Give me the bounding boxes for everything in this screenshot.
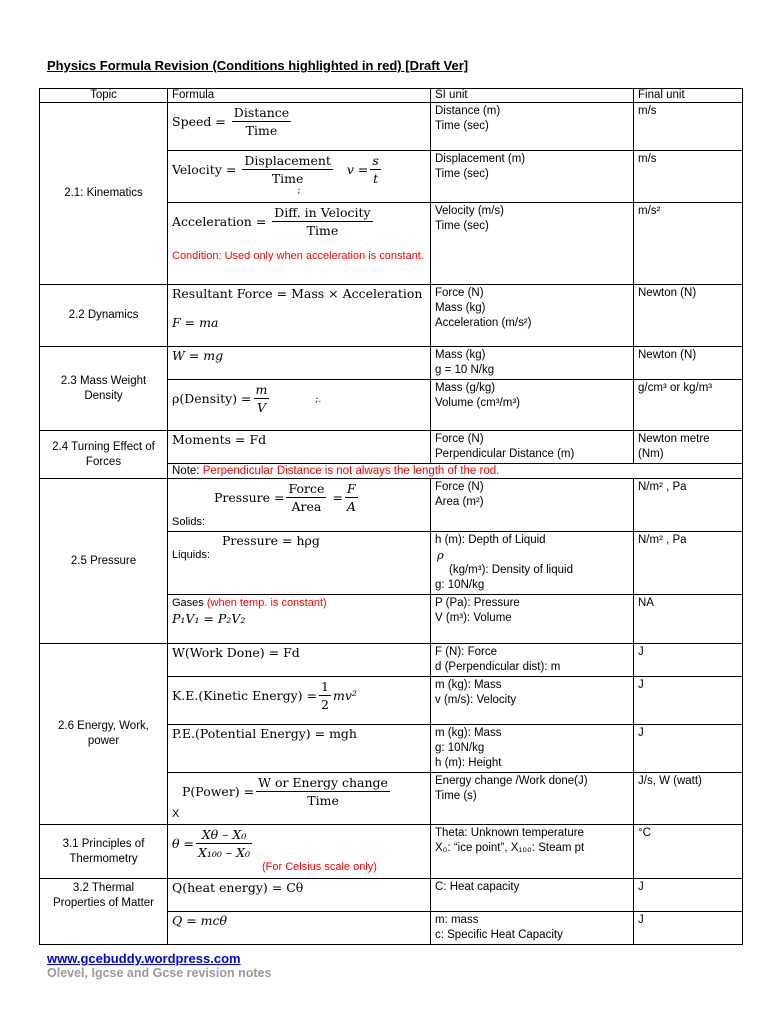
thermometry-si-units	[431, 825, 634, 879]
pressure-solids-formula: Pressure = $\frac{\text{Force}}{\text{Area}}$ = $\frac{F}{A}$ Solids:	[168, 479, 431, 532]
liquids-formula-text: Pressure = hρg	[222, 533, 320, 548]
topic-thermometry: 3.1 Principles of Thermometry	[40, 825, 168, 879]
footer-tagline: Olevel, Igcse and Gcse revision notes	[47, 966, 272, 980]
si-line: m (kg): Mass	[435, 727, 502, 739]
si-line: Area (m²)	[435, 496, 484, 508]
table-row	[40, 825, 743, 879]
si-line: g: 10N/kg	[435, 579, 485, 591]
speed-fraction	[232, 104, 291, 139]
pressure-liquids-final-unit: N/m² , Pa	[634, 532, 743, 595]
dynamics-final-unit: Newton (N)	[634, 285, 743, 347]
thermometry-fraction	[196, 826, 252, 861]
pressure-gases-si-units	[431, 595, 634, 644]
velocity-numerator: Displacement	[244, 153, 331, 168]
pressure-gases-formula	[168, 595, 431, 644]
velocity-mark: ;	[297, 186, 301, 196]
heat-capacity-formula: Q(heat energy) = Cθ	[168, 879, 431, 912]
density-si-units	[431, 380, 634, 431]
si-line: m: mass	[435, 914, 479, 926]
pressure-fa-fraction	[345, 480, 358, 515]
pressure-a: A	[346, 499, 356, 514]
rho-symbol: ρ	[437, 548, 444, 562]
header-formula: Formula	[168, 89, 431, 103]
thermometry-final-unit: °C	[634, 825, 743, 879]
thermometry-condition: (For Celsius scale only)	[262, 861, 377, 873]
si-line: F (N): Force	[435, 646, 497, 658]
density-formula	[168, 380, 431, 431]
si-line: Time (sec)	[435, 220, 489, 232]
dynamics-formula	[168, 285, 431, 347]
power-fraction	[256, 774, 390, 809]
gases-condition: (when temp. is constant)	[206, 597, 327, 609]
si-line: Mass (kg)	[435, 349, 486, 361]
table-header-row	[40, 89, 743, 103]
density-numerator: m	[255, 382, 268, 397]
weight-formula: W = mg	[168, 347, 431, 380]
moments-final-unit	[634, 431, 743, 464]
pressure-f: F	[345, 480, 358, 498]
website-link[interactable]: www.gcebuddy.wordpress.com	[47, 951, 241, 966]
si-line: h (m): Height	[435, 757, 502, 769]
work-si-units	[431, 644, 634, 677]
power-formula	[168, 773, 431, 825]
pressure-gases-final-unit: NA	[634, 595, 743, 644]
ke-final-unit: J	[634, 677, 743, 725]
velocity-fraction	[242, 152, 333, 187]
ke-numerator: 1	[321, 679, 329, 694]
solids-label: Solids:	[172, 516, 206, 528]
acceleration-lhs: Acceleration	[172, 214, 252, 229]
si-line: Perpendicular Distance (m)	[435, 448, 575, 460]
table-row	[40, 431, 743, 464]
gases-label: Gases	[172, 597, 207, 609]
topic-pressure: 2.5 Pressure	[40, 479, 168, 644]
pressure-solids-si-units	[431, 479, 634, 532]
si-line: Mass (g/kg)	[435, 382, 496, 394]
header-final-unit: Final unit	[634, 89, 743, 103]
heat-capacity-final-unit: J	[634, 879, 743, 912]
density-lhs: ρ(Density) =	[172, 391, 252, 406]
power-mark: X	[172, 808, 180, 820]
si-line: Energy change /Work done(J)	[435, 775, 588, 787]
si-line: Force (N)	[435, 287, 484, 299]
si-line: v (m/s): Velocity	[435, 694, 517, 706]
topic-thermal-properties: 3.2 Thermal Properties of Matter	[40, 879, 168, 945]
dynamics-si-units	[431, 285, 634, 347]
si-line: V (m³): Volume	[435, 612, 512, 624]
si-line: Theta: Unknown temperature	[435, 827, 584, 839]
ke-rhs: mv²	[332, 688, 357, 703]
power-final-unit: J/s, W (watt)	[634, 773, 743, 825]
f-ma-formula: F = ma	[172, 315, 219, 330]
density-mark: ;.	[315, 395, 322, 405]
si-line: Time (sec)	[435, 168, 489, 180]
si-line: Acceleration (m/s²)	[435, 317, 532, 329]
kinetic-energy-formula	[168, 677, 431, 725]
si-line: g = 10 N/kg	[435, 364, 495, 376]
si-line: P (Pa): Pressure	[435, 597, 520, 609]
speed-denominator: Time	[245, 123, 278, 138]
ke-si-units	[431, 677, 634, 725]
header-topic: Topic	[40, 89, 168, 103]
acceleration-condition: Condition: Used only when acceleration is constant.	[172, 250, 424, 262]
topic-mass-weight-density: 2.3 Mass Weight Density	[40, 347, 168, 431]
si-line: Force (N)	[435, 433, 484, 445]
gases-formula-text: P₁V₁ = P₂V₂	[172, 611, 246, 626]
topic-kinematics: 2.1: Kinematics	[40, 103, 168, 285]
specific-heat-si-units	[431, 912, 634, 945]
power-numerator: W or Energy change	[258, 775, 388, 790]
pressure-solids-final-unit: N/m² , Pa	[634, 479, 743, 532]
table-row	[40, 285, 743, 347]
turning-note	[168, 464, 743, 479]
si-line: g: 10N/kg	[435, 742, 485, 754]
thermometry-formula	[168, 825, 431, 879]
si-line: Volume (cm³/m³)	[435, 397, 520, 409]
si-line: c: Specific Heat Capacity	[435, 929, 563, 941]
pressure-liquids-formula	[168, 532, 431, 595]
page-title: Physics Formula Revision (Conditions highlighted in red) [Draft Ver]	[47, 58, 469, 73]
speed-numerator: Distance	[233, 105, 290, 120]
density-fraction	[254, 381, 270, 416]
thermometry-denominator: X₁₀₀ – X₀	[197, 845, 251, 860]
si-line: Displacement (m)	[435, 153, 526, 165]
velocity-si-units	[431, 151, 634, 203]
velocity-s: s	[372, 153, 379, 168]
pressure-liquids-si-units	[431, 532, 634, 595]
table-row	[40, 103, 743, 151]
si-line: d (Perpendicular dist): m	[435, 661, 561, 673]
acceleration-formula: Acceleration = $\frac{\text{Diff. in Velocity}}{\text{Time}}$ Condition: Used only when acceleration is constant.	[168, 203, 431, 285]
acceleration-fraction	[272, 204, 372, 239]
velocity-lhs: Velocity	[172, 162, 222, 177]
final-line: (Nm)	[638, 448, 664, 460]
power-lhs: P(Power) =	[182, 784, 255, 799]
table-row	[40, 879, 743, 912]
note-text: Perpendicular Distance is not always the length of the rod.	[202, 465, 500, 477]
heat-capacity-si-units	[431, 879, 634, 912]
velocity-t: t	[373, 171, 379, 186]
pressure-numerator: Force	[288, 481, 325, 496]
ke-fraction	[319, 678, 331, 713]
velocity-formula: Velocity = $\frac{\text{Displacement}}{\text{Time}}$ v = $\frac{s}{t}$ ;	[168, 151, 431, 203]
final-line: Newton metre	[638, 433, 710, 445]
topic-energy-work-power: 2.6 Energy, Work, power	[40, 644, 168, 825]
specific-heat-formula: Q = mcθ	[168, 912, 431, 945]
si-line: m (kg): Mass	[435, 679, 502, 691]
ke-denominator: 2	[321, 697, 329, 712]
power-si-units	[431, 773, 634, 825]
density-final-unit: g/cm³ or kg/m³	[634, 380, 743, 431]
weight-final-unit: Newton (N)	[634, 347, 743, 380]
velocity-symbol: v	[346, 162, 354, 177]
pressure-denominator: Area	[291, 499, 322, 514]
topic-turning-effect: 2.4 Turning Effect of Forces	[40, 431, 168, 479]
pressure-fraction	[286, 480, 326, 515]
speed-si-units	[431, 103, 634, 151]
table-row	[40, 644, 743, 677]
acceleration-final-unit: m/s²	[634, 203, 743, 285]
si-line: Velocity (m/s)	[435, 205, 505, 217]
header-si-unit: SI unit	[431, 89, 634, 103]
specific-heat-final-unit: J	[634, 912, 743, 945]
work-formula: W(Work Done) = Fd	[168, 644, 431, 677]
si-line: Distance (m)	[435, 105, 501, 117]
table-row	[40, 347, 743, 380]
velocity-st-fraction	[370, 152, 380, 187]
speed-lhs: Speed	[172, 114, 212, 129]
si-line: Force (N)	[435, 481, 484, 493]
power-denominator: Time	[307, 793, 339, 808]
potential-energy-formula: P.E.(Potential Energy) = mgh	[168, 725, 431, 773]
topic-dynamics: 2.2 Dynamics	[40, 285, 168, 347]
si-line: h (m): Depth of Liquid	[435, 534, 546, 546]
acceleration-si-units	[431, 203, 634, 285]
si-line: Mass (kg)	[435, 302, 486, 314]
ke-lhs: K.E.(Kinetic Energy) =	[172, 688, 318, 703]
density-denominator: V	[256, 400, 266, 415]
si-line: (kg/m³): Density of liquid	[449, 564, 573, 576]
thermometry-numerator: Xθ – X₀	[196, 826, 252, 844]
pe-final-unit: J	[634, 725, 743, 773]
si-line: C: Heat capacity	[435, 881, 520, 893]
theta-lhs: θ =	[172, 836, 194, 851]
resultant-force-formula: Resultant Force = Mass × Acceleration	[172, 286, 423, 301]
si-line: X₀: “ice point”, X₁₀₀: Steam pt	[435, 842, 585, 854]
speed-formula: Speed = $\frac{\text{Distance}}{\text{Time}}$	[168, 103, 431, 151]
moments-formula: Moments = Fd	[168, 431, 431, 464]
acceleration-numerator: Diff. in Velocity	[274, 205, 371, 220]
acceleration-denominator: Time	[306, 223, 339, 238]
note-label: Note:	[172, 465, 203, 477]
table-row	[40, 479, 743, 532]
si-line: Time (sec)	[435, 120, 489, 132]
speed-final-unit: m/s	[634, 103, 743, 151]
weight-si-units	[431, 347, 634, 380]
formula-table	[39, 88, 743, 945]
pressure-lhs: Pressure =	[214, 490, 285, 505]
velocity-denominator: Time	[271, 171, 304, 186]
pe-si-units	[431, 725, 634, 773]
work-final-unit: J	[634, 644, 743, 677]
moments-si-units	[431, 431, 634, 464]
si-line: Time (s)	[435, 790, 477, 802]
velocity-final-unit: m/s	[634, 151, 743, 203]
liquids-label: Liquids:	[172, 549, 210, 561]
